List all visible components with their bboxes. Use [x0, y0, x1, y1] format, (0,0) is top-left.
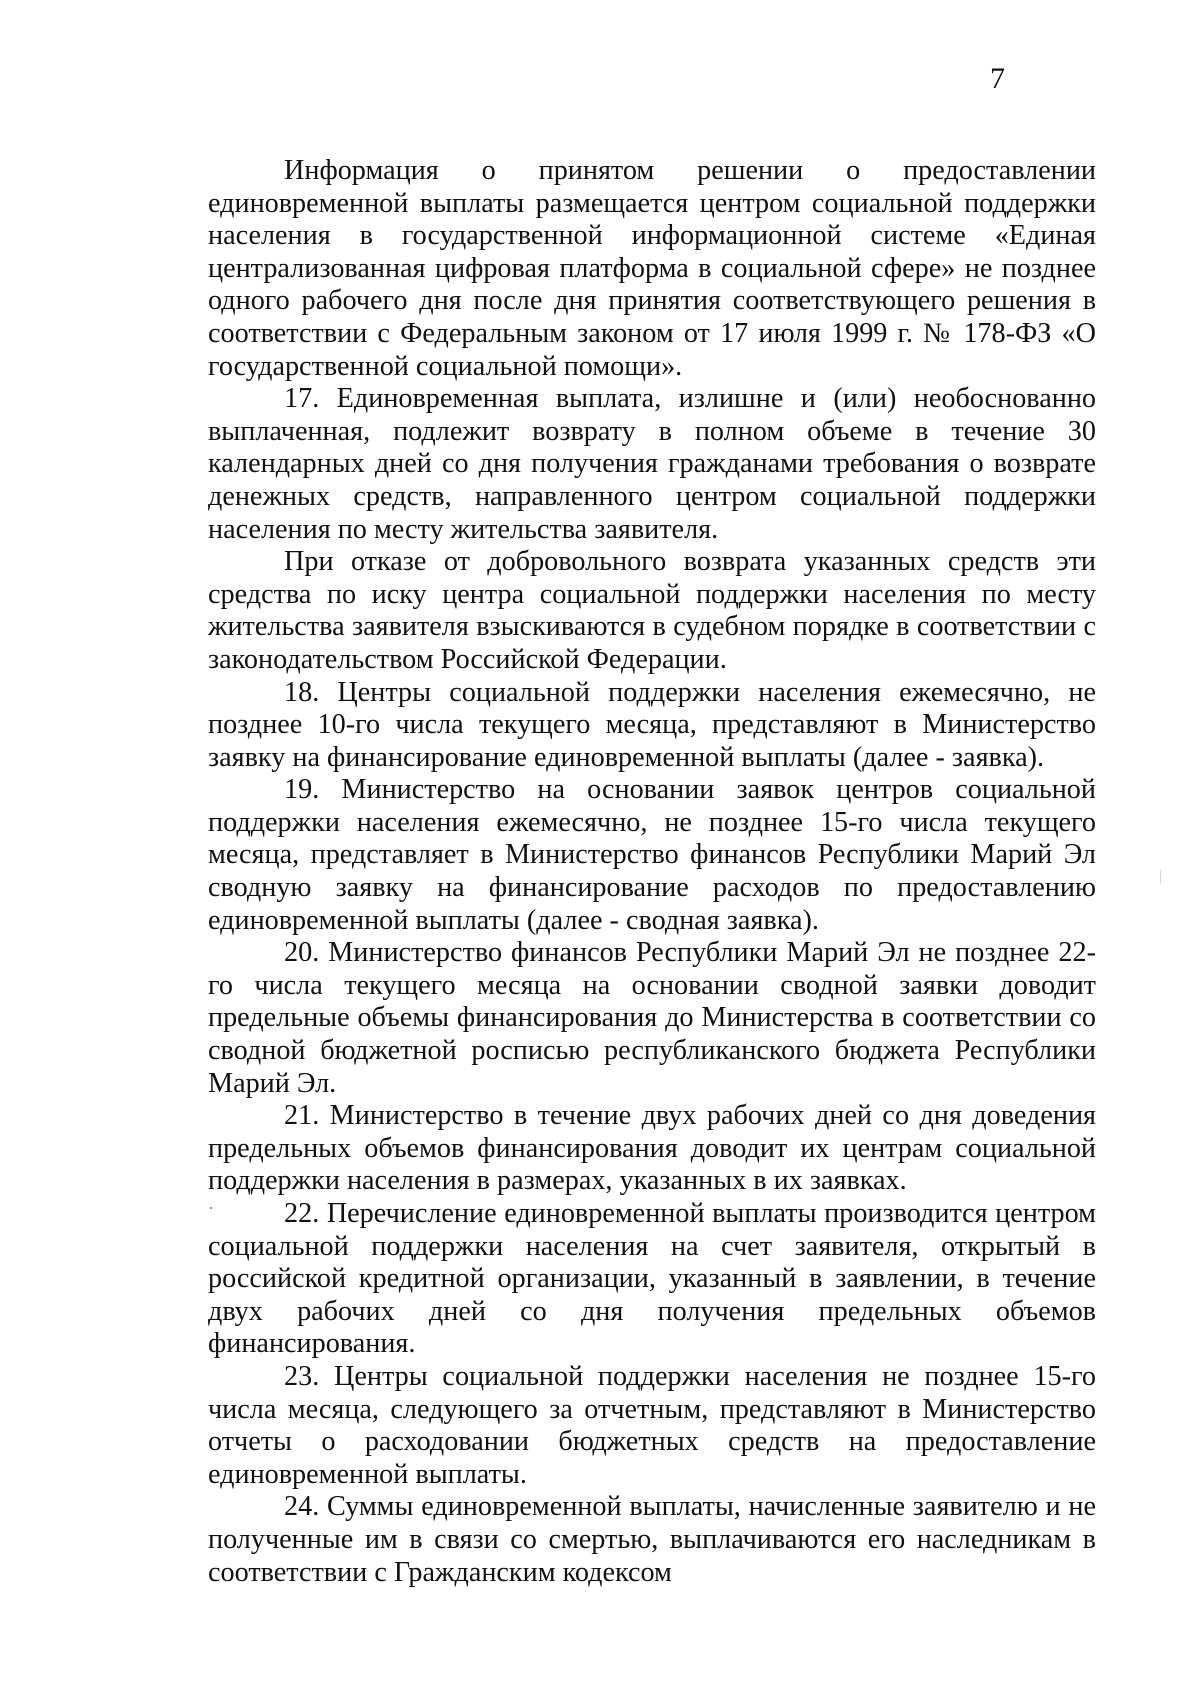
paragraph-19-consolidated-request: 19. Министерство на основании заявок центров социальной поддержки населения ежемесячно, не позднее 15-го числа текущего месяца, представляет в Министерство финансов Республики Марий Эл сводную заявку на финансирование расходов по предоставлению единовременной выплаты (далее - сводная заявка).	[208, 774, 1096, 936]
paragraph-info-decision: Информация о принятом решении о предоставлении единовременной выплаты размещается центром социальной поддержки населения в государственной информационной системе «Единая централизованная цифровая платформа в социальной сфере» не позднее одного рабочего дня после дня принятия соответствующего решения в соответствии с Федеральным законом от 17 июля 1999 г. № 178-ФЗ «О государственной социальной помощи».	[208, 155, 1096, 382]
paragraph-20-funding-limits: 20. Министерство финансов Республики Марий Эл не позднее 22-го числа текущего месяца на основании сводной заявки доводит предельные объемы финансирования до Министерства в соответствии со сводной бюджетной росписью республиканского бюджета Республики Марий Эл.	[208, 937, 1096, 1099]
page-number: 7	[990, 62, 1005, 95]
scan-margin-mark	[1160, 870, 1161, 884]
paragraph-18-funding-request: 18. Центры социальной поддержки населения ежемесячно, не позднее 10-го числа текущего месяца, представляют в Министерство заявку на финансирование единовременной выплаты (далее - заявка).	[208, 676, 1096, 773]
paragraph-17-court-recovery: При отказе от добровольного возврата указанных средств эти средства по иску центра социальной поддержки населения по месту жительства заявителя взыскиваются в судебном порядке в соответствии с законодательством Российской Федерации.	[208, 546, 1096, 675]
paragraph-24-heirs: 24. Суммы единовременной выплаты, начисленные заявителю и не полученные им в связи со смертью, выплачиваются его наследникам в соответствии с Гражданским кодексом	[208, 1491, 1096, 1588]
paragraph-17-refund: 17. Единовременная выплата, излишне и (или) необоснованно выплаченная, подлежит возврату в полном объеме в течение 30 календарных дней со дня получения гражданами требования о возврате денежных средств, направленного центром социальной поддержки населения по месту жительства заявителя.	[208, 383, 1096, 545]
document-body	[208, 155, 1096, 1589]
scan-speck	[210, 1207, 212, 1209]
paragraph-21-distribution: 21. Министерство в течение двух рабочих дней со дня доведения предельных объемов финансирования доводит их центрам социальной поддержки населения в размерах, указанных в их заявках.	[208, 1100, 1096, 1197]
paragraph-23-reports: 23. Центры социальной поддержки населения не позднее 15-го числа месяца, следующего за отчетным, представляют в Министерство отчеты о расходовании бюджетных средств на предоставление единовременной выплаты.	[208, 1360, 1096, 1490]
paragraph-22-transfer: 22. Перечисление единовременной выплаты производится центром социальной поддержки населения на счет заявителя, открытый в российской кредитной организации, указанный в заявлении, в течение двух рабочих дней со дня получения предельных объемов финансирования.	[208, 1198, 1096, 1360]
